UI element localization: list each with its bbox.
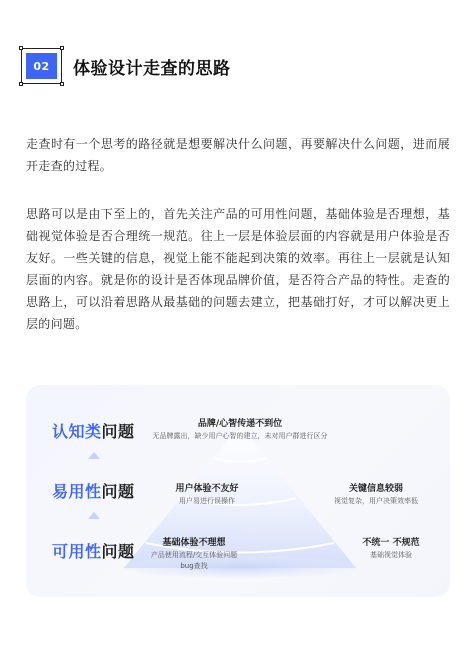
section-header [26,48,231,84]
pyramid-diagram [26,385,450,597]
annotation-key-info: 关键信息较弱 视觉复杂，用户决策效率低 [334,484,418,505]
level-label-usability: 易用性问题 [52,482,135,501]
level-label-cognition: 认知类问题 [52,422,135,441]
annotation-brand: 品牌/心智传递不到位 无品牌露出，缺少用户心智的建立，未对用户群进行区分 [152,419,328,440]
intro-paragraph: 走查时有一个思考的路径就是想要解决什么问题，再要解决什么问题，进而展开走查的过程。 [26,137,450,173]
annotation-basic-experience: 基础体验不理想 产品使用流程/交互体验问题 bug查找 [150,538,238,570]
section-number: 02 [33,59,50,73]
annotation-consistency: 不统一 不规范 基础视觉体验 [362,538,420,559]
annotation-user-experience: 用户体验不友好 用户易进行误操作 [175,484,239,505]
section-title: 体验设计走查的思路 [73,58,231,79]
up-arrow-icon [88,512,100,519]
section-number-badge [26,53,57,79]
level-label-availability: 可用性问题 [52,542,135,561]
approach-paragraph: 思路可以是由下至上的，首先关注产品的可用性问题，基础体验是否理想，基础视觉体验是否合理统一规范。往上一层是体验层面的内容就是用户体验是否友好。一些关键的信息，视觉上能不能起到决策的效率。再往上一层就是认知层面的内容。就是你的设计是否体现品牌价值，是否符合产品的特性。走查的思路上，可以沿着思路从最基础的问题去建立，把基础打好，才可以解决更上层的问题。 [26,207,450,331]
up-arrow-icon [88,452,100,459]
